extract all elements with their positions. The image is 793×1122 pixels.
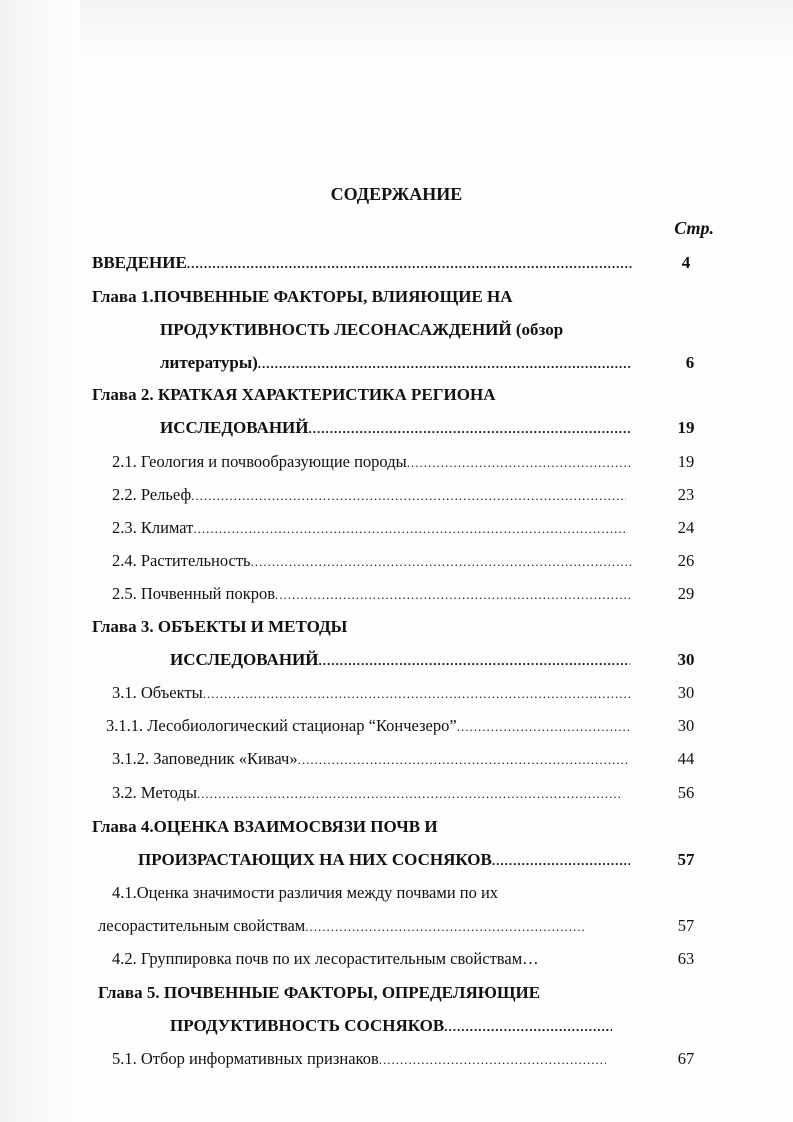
toc-entry-text: Глава 5. ПОЧВЕННЫЕ ФАКТОРЫ, ОПРЕДЕЛЯЮЩИЕ (98, 983, 541, 1002)
toc-page-number: 44 (677, 749, 695, 768)
toc-page-number: 19 (677, 418, 695, 437)
toc-section-3-1-1 (106, 713, 630, 739)
toc-entry-text: Глава 2. КРАТКАЯ ХАРАКТЕРИСТИКА РЕГИОНА (92, 385, 496, 404)
leader-dots (407, 450, 632, 476)
toc-entry-text: 4.2. Группировка почв по их лесорастительным свойствам… (112, 949, 539, 968)
toc-entry-text: Глава 1.ПОЧВЕННЫЕ ФАКТОРЫ, ВЛИЯЮЩИЕ НА (92, 287, 513, 306)
leader-dots (191, 483, 626, 509)
leader-dots (251, 549, 632, 575)
toc-section-2-1 (112, 449, 632, 475)
leader-dots (187, 251, 632, 277)
toc-entry-text: ПРОДУКТИВНОСТЬ ЛЕСОНАСАЖДЕНИЙ (обзор (160, 320, 564, 339)
leader-dots (197, 781, 620, 807)
leader-dots (258, 351, 632, 377)
toc-page-number: 23 (677, 485, 695, 504)
toc-chapter-1-line-1 (92, 284, 513, 310)
toc-chapter-1-line-3 (160, 350, 632, 376)
toc-entry-text: 2.1. Геология и почвообразующие породы (112, 452, 407, 471)
toc-chapter-2-line-1 (92, 382, 495, 408)
toc-entry-text: 5.1. Отбор информативных признаков (112, 1049, 379, 1068)
toc-entry-text: 2.5. Почвенный покров (112, 584, 276, 603)
toc-chapter-5-line-1 (98, 980, 540, 1006)
toc-entry-text: 2.3. Климат (112, 518, 194, 537)
toc-entry-introduction (92, 250, 632, 276)
toc-entry-text: ПРОИЗРАСТАЮЩИХ НА НИХ СОСНЯКОВ (138, 850, 492, 869)
toc-chapter-3-line-2 (170, 647, 630, 673)
toc-page-number: 30 (677, 716, 695, 735)
page-column-header: Стр. (674, 218, 714, 238)
toc-page-number: 30 (677, 650, 695, 669)
toc-section-3-2 (112, 780, 620, 806)
toc-page-number: 26 (677, 551, 695, 570)
toc-section-2-2 (112, 482, 626, 508)
toc-page-number: 6 (685, 353, 695, 372)
toc-entry-text: 3.1.1. Лесобиологический стационар “Кончезеро” (106, 716, 457, 735)
toc-page-number: 63 (677, 949, 695, 968)
toc-section-4-1-line-2 (98, 913, 586, 939)
toc-entry-text: 4.1.Оценка значимости различия между почвами по их (112, 883, 499, 902)
toc-title: СОДЕРЖАНИЕ (330, 184, 463, 204)
toc-chapter-5-line-2 (170, 1013, 612, 1039)
toc-page-number: 57 (677, 916, 695, 935)
leader-dots (298, 747, 630, 773)
toc-entry-text: 3.1.2. Заповедник «Кивач» (112, 749, 298, 768)
toc-page-number: 30 (677, 683, 695, 702)
toc-entry-text: ВВЕДЕНИЕ (92, 253, 187, 272)
toc-section-3-1 (112, 680, 630, 706)
toc-entry-text: литературы) (160, 353, 258, 372)
toc-page-number: 29 (677, 584, 695, 603)
toc-page-number: 19 (677, 452, 695, 471)
toc-section-5-1 (112, 1046, 606, 1072)
toc-entry-text: Глава 3. ОБЪЕКТЫ И МЕТОДЫ (92, 617, 348, 636)
toc-section-2-4 (112, 548, 632, 574)
toc-section-3-1-2 (112, 746, 630, 772)
leader-dots (203, 681, 630, 707)
toc-section-2-5 (112, 581, 632, 607)
toc-page-number: 24 (677, 518, 695, 537)
toc-section-4-1-line-1 (112, 880, 498, 906)
toc-chapter-2-line-2 (160, 415, 632, 441)
leader-dots (492, 848, 630, 874)
toc-entry-text: ИССЛЕДОВАНИЙ (170, 650, 319, 669)
toc-page-number: 56 (677, 783, 695, 802)
scan-shadow-left (0, 0, 80, 1122)
toc-entry-text: 2.2. Рельеф (112, 485, 192, 504)
leader-dots (193, 516, 628, 542)
toc-chapter-4-line-1 (92, 814, 438, 840)
toc-chapter-3-line-1 (92, 614, 347, 640)
toc-page-number: 57 (677, 850, 695, 869)
toc-section-4-2 (112, 946, 539, 972)
leader-dots (379, 1047, 606, 1073)
toc-entry-text: лесорастительным свойствам (98, 916, 306, 935)
toc-page-number: 4 (681, 253, 691, 272)
toc-entry-text: ПРОДУКТИВНОСТЬ СОСНЯКОВ (170, 1016, 445, 1035)
leader-dots (309, 416, 633, 442)
leader-dots (444, 1014, 612, 1040)
toc-entry-text: ИССЛЕДОВАНИЙ (160, 418, 309, 437)
scan-shadow-top (0, 0, 793, 60)
leader-dots (275, 582, 632, 608)
leader-dots (457, 714, 630, 740)
toc-entry-text: 3.1. Объекты (112, 683, 203, 702)
leader-dots (305, 914, 586, 940)
toc-section-2-3 (112, 515, 628, 541)
toc-entry-text: 2.4. Растительность (112, 551, 251, 570)
toc-chapter-1-line-2 (160, 317, 563, 343)
leader-dots (319, 648, 631, 674)
toc-entry-text: Глава 4.ОЦЕНКА ВЗАИМОСВЯЗИ ПОЧВ И (92, 817, 438, 836)
toc-chapter-4-line-2 (138, 847, 630, 873)
toc-page-number: 67 (677, 1049, 695, 1068)
toc-entry-text: 3.2. Методы (112, 783, 197, 802)
